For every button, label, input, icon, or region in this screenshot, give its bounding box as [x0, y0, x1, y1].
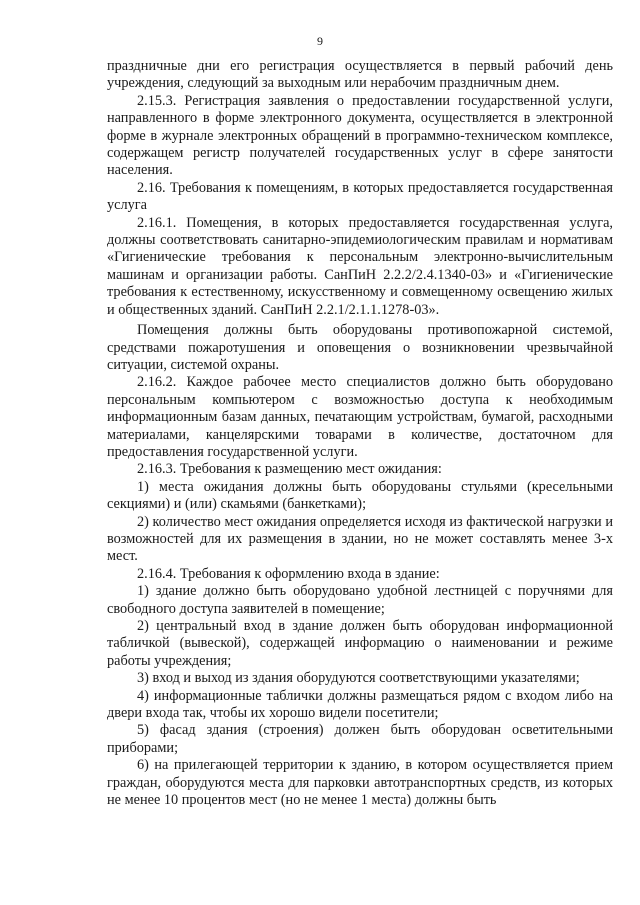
list-item: 5) фасад здания (строения) должен быть оборудован осветительными приборами; — [107, 722, 613, 756]
list-item: 4) информационные таблички должны размещаться рядом с входом либо на двери входа так, чтобы их хорошо видели посетители; — [107, 687, 613, 722]
list-item: 6) на прилегающей территории к зданию, в котором осуществляется прием граждан, оборудуются места для парковки автотранспортных средств, из которых не менее 10 процентов мест (но не менее 1 места) должны быть — [107, 757, 613, 809]
document-body — [107, 58, 613, 809]
list-item: 1) здание должно быть оборудовано удобной лестницей с поручнями для свободного доступа заявителей в помещение; — [107, 583, 613, 617]
section-heading: 2.16. Требования к помещениям, в которых предоставляется государственная услуга — [107, 179, 613, 214]
paragraph: 2.16.2. Каждое рабочее место специалистов должно быть оборудовано персональным компьютером с возможностью доступа к необходимым информационным базам данных, печатающим устройствам, бумагой, расходными материалами, канцелярскими товарами в количестве, достаточном для предоставления государственной услуги. — [107, 374, 613, 460]
list-item: 3) вход и выход из здания оборудуются соответствующими указателями; — [137, 670, 580, 687]
paragraph: 2.16.4. Требования к оформлению входа в здание: — [137, 565, 440, 582]
list-item: 1) места ожидания должны быть оборудованы стульями (кресельными секциями) и (или) скамьями (банкетками); — [107, 478, 613, 513]
paragraph: 2.16.1. Помещения, в которых предоставляется государственная услуга, должны соответствовать санитарно-эпидемиологическим правилам и нормативам «Гигиенические требования к персональным электронно-вычислительным машинам и организации работы. СанПиН 2.2.2/2.4.1340-03» и «Гигиенические требования к естественному, искусственному и совмещенному освещению жилых и общественных зданий. СанПиН 2.2.1/2.1.1.1278-03». — [107, 214, 613, 318]
paragraph: 2.15.3. Регистрация заявления о предоставлении государственной услуги, направленного в форме электронного документа, осуществляется в электронной форме в журнале электронных обращений в программно-техническом комплексе, содержащем регистр получателей государственных услуг в сфере занятости населения. — [107, 92, 613, 179]
list-item: 2) количество мест ожидания определяется исходя из фактической нагрузки и возможностей для их размещения в здании, но не может составлять менее 3-х мест. — [107, 513, 613, 565]
list-item: 2) центральный вход в здание должен быть оборудован информационной табличкой (вывеской), содержащей информацию о наименовании и режиме работы учреждения; — [107, 618, 613, 669]
page-number: 9 — [317, 34, 323, 48]
paragraph: Помещения должны быть оборудованы противопожарной системой, средствами пожаротушения и оповещения о возникновении чрезвычайной ситуации, системой охраны. — [107, 322, 613, 373]
paragraph: 2.16.3. Требования к размещению мест ожидания: — [137, 461, 442, 478]
paragraph: праздничные дни его регистрация осуществляется в первый рабочий день учреждения, следующий за выходным или нерабочим праздничным днем. — [107, 58, 613, 92]
